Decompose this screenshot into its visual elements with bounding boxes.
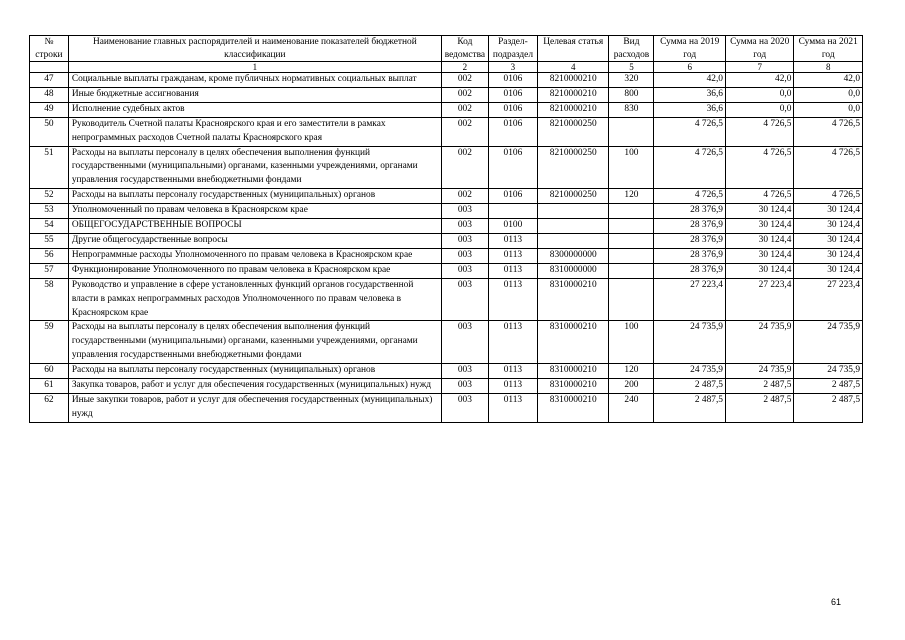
department-code: 002 [441,87,488,102]
table-row [30,73,863,88]
expense-type [609,233,654,248]
section-code: 0113 [488,233,537,248]
department-code: 002 [441,117,488,146]
row-number: 59 [30,321,69,364]
table-row [30,278,863,321]
row-name: Уполномоченный по правам человека в Красноярском крае [68,204,441,219]
department-code: 003 [441,321,488,364]
target-article: 8310000210 [537,321,609,364]
expense-type: 120 [609,364,654,379]
row-number: 49 [30,102,69,117]
sum-2020: 4 726,5 [725,189,793,204]
department-code: 003 [441,393,488,422]
sum-2020: 30 124,4 [725,204,793,219]
sum-2020: 24 735,9 [725,364,793,379]
sum-2019: 28 376,9 [654,219,726,234]
sum-2020: 2 487,5 [725,379,793,394]
row-number: 56 [30,248,69,263]
expense-type [609,204,654,219]
department-code: 002 [441,146,488,189]
table-body [30,73,863,423]
row-number: 52 [30,189,69,204]
row-number: 58 [30,278,69,321]
expense-type [609,263,654,278]
sum-2020: 30 124,4 [725,233,793,248]
page-number: 61 [831,597,842,607]
section-code: 0113 [488,278,537,321]
sum-2021: 0,0 [794,102,863,117]
column-number: 7 [725,62,793,73]
header-sum-2021: Сумма на 2021 год [794,36,863,62]
target-article: 8310000210 [537,278,609,321]
column-number: 6 [654,62,726,73]
sum-2020: 4 726,5 [725,117,793,146]
row-name: Иные закупки товаров, работ и услуг для обеспечения государственных (муниципальных) нужд [68,393,441,422]
row-name: Расходы на выплаты персоналу в целях обеспечения выполнения функций государственными (муниципальными) органами, казенными учреждениями, органами управления государственными внебюджетными фондами [68,321,441,364]
header-name: Наименование главных распорядителей и наименование показателей бюджетной классификации [68,36,441,62]
table-row [30,204,863,219]
expense-type: 240 [609,393,654,422]
header-target-article: Целевая статья [537,36,609,62]
header-department-code: Код ведомства [441,36,488,62]
table-row [30,379,863,394]
department-code: 002 [441,102,488,117]
table-row [30,364,863,379]
column-number: 2 [441,62,488,73]
header-row-number: № строки [30,36,69,62]
table-row [30,248,863,263]
table-row [30,102,863,117]
target-article: 8210000250 [537,117,609,146]
department-code: 003 [441,379,488,394]
sum-2021: 30 124,4 [794,204,863,219]
department-code: 003 [441,233,488,248]
department-code: 003 [441,263,488,278]
target-article: 8210000210 [537,87,609,102]
department-code: 002 [441,73,488,88]
target-article: 8210000250 [537,189,609,204]
sum-2020: 30 124,4 [725,263,793,278]
sum-2019: 24 735,9 [654,321,726,364]
target-article: 8310000210 [537,393,609,422]
table-row [30,233,863,248]
column-number: 1 [68,62,441,73]
row-name: Непрограммные расходы Уполномоченного по правам человека в Красноярском крае [68,248,441,263]
expense-type [609,278,654,321]
row-name: Функционирование Уполномоченного по правам человека в Красноярском крае [68,263,441,278]
row-number: 47 [30,73,69,88]
column-number: 3 [488,62,537,73]
row-name: ОБЩЕГОСУДАРСТВЕННЫЕ ВОПРОСЫ [68,219,441,234]
sum-2019: 4 726,5 [654,117,726,146]
target-article: 8210000250 [537,146,609,189]
row-number: 51 [30,146,69,189]
column-number: 5 [609,62,654,73]
row-number: 53 [30,204,69,219]
sum-2019: 28 376,9 [654,204,726,219]
sum-2021: 4 726,5 [794,189,863,204]
expense-type: 830 [609,102,654,117]
sum-2019: 2 487,5 [654,379,726,394]
target-article: 8310000210 [537,379,609,394]
table-row [30,321,863,364]
section-code: 0113 [488,248,537,263]
row-number: 48 [30,87,69,102]
sum-2019: 42,0 [654,73,726,88]
sum-2021: 24 735,9 [794,364,863,379]
table-row [30,117,863,146]
target-article: 8300000000 [537,248,609,263]
row-name: Расходы на выплаты персоналу государственных (муниципальных) органов [68,189,441,204]
target-article: 8310000210 [537,364,609,379]
section-code: 0106 [488,117,537,146]
section-code: 0113 [488,393,537,422]
sum-2020: 4 726,5 [725,146,793,189]
table-row [30,189,863,204]
target-article [537,204,609,219]
department-code: 002 [441,189,488,204]
sum-2019: 24 735,9 [654,364,726,379]
row-name: Расходы на выплаты персоналу государственных (муниципальных) органов [68,364,441,379]
section-code: 0106 [488,189,537,204]
sum-2020: 0,0 [725,102,793,117]
sum-2021: 30 124,4 [794,233,863,248]
row-name: Социальные выплаты гражданам, кроме публичных нормативных социальных выплат [68,73,441,88]
sum-2021: 42,0 [794,73,863,88]
row-name: Закупка товаров, работ и услуг для обеспечения государственных (муниципальных) нужд [68,379,441,394]
department-code: 003 [441,364,488,379]
table-header [30,36,863,73]
section-code: 0106 [488,102,537,117]
expense-type [609,248,654,263]
sum-2019: 36,6 [654,102,726,117]
column-number [30,62,69,73]
expense-type: 200 [609,379,654,394]
row-number: 50 [30,117,69,146]
section-code: 0113 [488,263,537,278]
row-number: 60 [30,364,69,379]
target-article: 8210000210 [537,102,609,117]
target-article [537,219,609,234]
sum-2021: 27 223,4 [794,278,863,321]
sum-2021: 30 124,4 [794,248,863,263]
row-number: 55 [30,233,69,248]
sum-2020: 30 124,4 [725,248,793,263]
row-number: 57 [30,263,69,278]
row-number: 62 [30,393,69,422]
column-number: 8 [794,62,863,73]
sum-2021: 30 124,4 [794,263,863,278]
sum-2021: 4 726,5 [794,117,863,146]
sum-2019: 4 726,5 [654,146,726,189]
target-article: 8310000000 [537,263,609,278]
sum-2020: 27 223,4 [725,278,793,321]
sum-2019: 28 376,9 [654,263,726,278]
table-row [30,263,863,278]
table-row [30,146,863,189]
sum-2021: 4 726,5 [794,146,863,189]
sum-2020: 24 735,9 [725,321,793,364]
section-code [488,204,537,219]
row-name: Расходы на выплаты персоналу в целях обеспечения выполнения функций государственными (муниципальными) органами, казенными учреждениями, органами управления государственными внебюджетными фондами [68,146,441,189]
expense-type: 100 [609,321,654,364]
sum-2020: 42,0 [725,73,793,88]
row-name: Другие общегосударственные вопросы [68,233,441,248]
column-number-row [30,62,863,73]
sum-2019: 27 223,4 [654,278,726,321]
expense-type [609,117,654,146]
section-code: 0106 [488,87,537,102]
header-section: Раздел- подраздел [488,36,537,62]
sum-2021: 2 487,5 [794,379,863,394]
department-code: 003 [441,278,488,321]
table-row [30,393,863,422]
header-expense-type: Вид расходов [609,36,654,62]
sum-2021: 24 735,9 [794,321,863,364]
department-code: 003 [441,204,488,219]
header-sum-2019: Сумма на 2019 год [654,36,726,62]
budget-table [29,35,863,423]
sum-2019: 4 726,5 [654,189,726,204]
sum-2019: 28 376,9 [654,248,726,263]
section-code: 0113 [488,364,537,379]
sum-2019: 36,6 [654,87,726,102]
section-code: 0100 [488,219,537,234]
expense-type: 800 [609,87,654,102]
row-name: Руководитель Счетной палаты Красноярского края и его заместители в рамках непрограммных расходов Счетной палаты Красноярского края [68,117,441,146]
sum-2021: 30 124,4 [794,219,863,234]
row-number: 54 [30,219,69,234]
sum-2020: 0,0 [725,87,793,102]
section-code: 0113 [488,321,537,364]
department-code: 003 [441,248,488,263]
row-name: Исполнение судебных актов [68,102,441,117]
sum-2019: 2 487,5 [654,393,726,422]
row-name: Иные бюджетные ассигнования [68,87,441,102]
sum-2020: 30 124,4 [725,219,793,234]
section-code: 0113 [488,379,537,394]
sum-2021: 0,0 [794,87,863,102]
target-article [537,233,609,248]
header-row [30,36,863,62]
header-sum-2020: Сумма на 2020 год [725,36,793,62]
sum-2019: 28 376,9 [654,233,726,248]
sum-2020: 2 487,5 [725,393,793,422]
expense-type [609,219,654,234]
row-name: Руководство и управление в сфере установленных функций органов государственной власти в рамках непрограммных расходов Уполномоченного по правам человека в Красноярском крае [68,278,441,321]
expense-type: 320 [609,73,654,88]
expense-type: 100 [609,146,654,189]
target-article: 8210000210 [537,73,609,88]
column-number: 4 [537,62,609,73]
sum-2021: 2 487,5 [794,393,863,422]
department-code: 003 [441,219,488,234]
section-code: 0106 [488,73,537,88]
table-row [30,219,863,234]
section-code: 0106 [488,146,537,189]
row-number: 61 [30,379,69,394]
table-row [30,87,863,102]
expense-type: 120 [609,189,654,204]
